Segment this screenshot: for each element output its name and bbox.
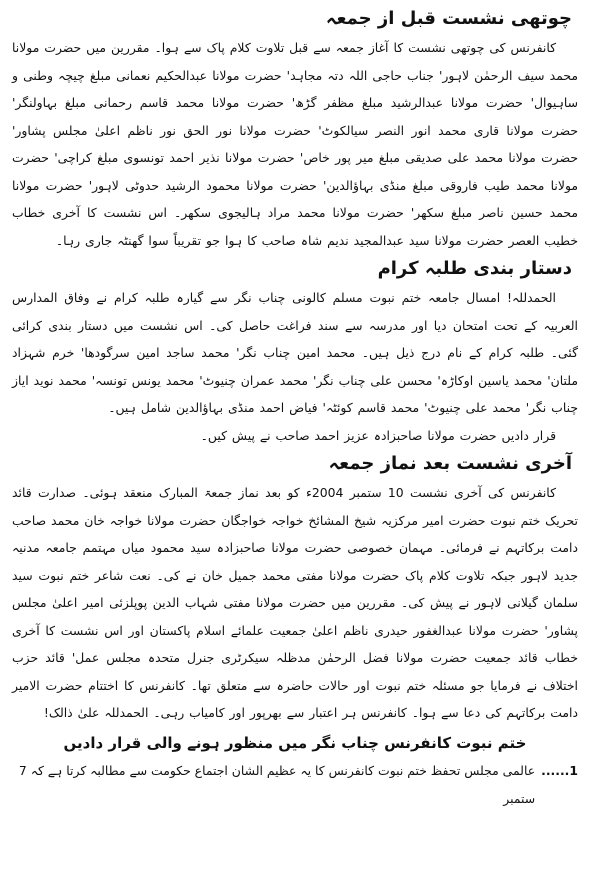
section-paragraph: کانفرنس کی آخری نشست 10 ستمبر 2004ء کو بعد نماز جمعۃ المبارک منعقد ہوئی۔ صدارت قائد تحریک ختم نبوت حضرت امیر مرکزیہ شیخ المشائخ خواجہ خواجگان حضرت مولانا خواجہ خان محمد صاحب دامت برکاتہم نے فرمائی۔ مہمان خصوصی حضرت مولانا صاحبزادہ سید محمود میاں مہتمم جامعہ مدنیہ جدید لاہور جبکہ تلاوت کلام پاک حضرت مولانا مفتی محمد جمیل خان نے کی۔ نعت شاعر ختم نبوت سید سلمان گیلانی لاہور نے پیش کی۔ مقررین میں حضرت مولانا مفتی شہاب الدین پوپلزئی امیر اعلیٰ مجلس پشاور' حضرت مولانا عبدالغفور حیدری ناظم اعلیٰ جمعیت علمائے اسلام پاکستان اور اس نشست کا آخری خطاب قائد جمعیت حضرت مولانا فضل الرحمٰن مدظلہ سیکرٹری جنرل متحدہ مجلس عمل' قائد حزب اختلاف نے فرمایا جو مسئلہ ختم نبوت اور حالات حاضرہ سے متعلق تھا۔ کانفرنس کا اختتام حضرت الامیر دامت برکاتہم کی دعا سے ہوا۔ کانفرنس ہر اعتبار سے بھرپور اور کامیاب رہی۔ الحمدللہ علیٰ ذالک! xyxy=(12,485,578,720)
list-item-number: 1...... xyxy=(541,762,578,778)
section-final-session xyxy=(12,449,578,727)
section-heading: دستار بندی طلبہ کرام xyxy=(377,258,572,279)
list-item-text: عالمی مجلس تحفظ ختم نبوت کانفرنس کا یہ عظیم الشان اجتماع حکومت سے مطالبہ کرتا ہے کہ 7 ستمبر xyxy=(18,762,536,806)
section-heading: چوتھی نشست قبل از جمعہ xyxy=(325,8,572,29)
section-dastar-bandi xyxy=(12,254,578,449)
list-item xyxy=(12,757,578,813)
section-fourth-session xyxy=(12,4,578,254)
resolutions-title: ختم نبوت کانفرنس چناب نگر میں منظور ہونے والی قرار دادیں xyxy=(63,733,527,752)
section-paragraph: قرار دادیں حضرت مولانا صاحبزادہ عزیز احمد صاحب نے پیش کیں۔ xyxy=(200,427,556,443)
section-resolutions xyxy=(12,729,578,813)
section-heading: آخری نشست بعد نماز جمعہ xyxy=(328,453,572,474)
section-paragraph: کانفرنس کی چوتھی نشست کا آغاز جمعہ سے قبل تلاوت کلام پاک سے ہوا۔ مقررین میں حضرت مولانا محمد سیف الرحمٰن لاہور' جناب حاجی اللہ دتہ مجاہد' حضرت مولانا عبدالحکیم نعمانی مبلغ چیچہ وطنی و ساہیوال' حضرت مولانا عبدالرشید مبلغ مظفر گڑھ' حضرت مولانا محمد قاسم رحمانی مبلغ بہاولنگر' حضرت مولانا قاری محمد انور النصر سیالکوٹ' حضرت مولانا نور الحق نور ناظم اعلیٰ مجلس پشاور' حضرت مولانا محمد علی صدیقی مبلغ میر پور خاص' حضرت مولانا نذیر احمد تونسوی مبلغ کراچی' حضرت مولانا محمد طیب فاروقی مبلغ منڈی بہاؤالدین' حضرت مولانا محمود الرشید حدوٹی لاہور' حضرت مولانا محمد حسین ناصر مبلغ سکھر' حضرت مولانا محمد مراد ہالیجوی سکھر۔ اس نشست کا آخری خطاب خطیب العصر حضرت مولانا سید عبدالمجید ندیم شاہ صاحب کا ہوا جو تقریباً سوا گھنٹہ جاری رہا۔ xyxy=(12,40,578,248)
section-paragraph: الحمدللہ! امسال جامعہ ختم نبوت مسلم کالونی چناب نگر سے گیارہ طلبہ کرام نے وفاق المدارس العربیہ کے تحت امتحان دیا اور مدرسہ سے سند فراغت حاصل کی۔ اس نشست میں دستار بندی کرائی گئی۔ طلبہ کرام کے نام درج ذیل ہیں۔ محمد امین چناب نگر' محمد ساجد امین سرگودھا' خرم شہزاد ملتان' محمد یاسین اوکاڑہ' محسن علی چناب نگر' محمد عمران چنیوٹ' محمد یونس تونسہ' محمد نوید ایاز چناب نگر' محمد علی چنیوٹ' محمد قاسم کوئٹہ' فیاض احمد منڈی بہاؤالدین شامل ہیں۔ xyxy=(12,290,578,415)
